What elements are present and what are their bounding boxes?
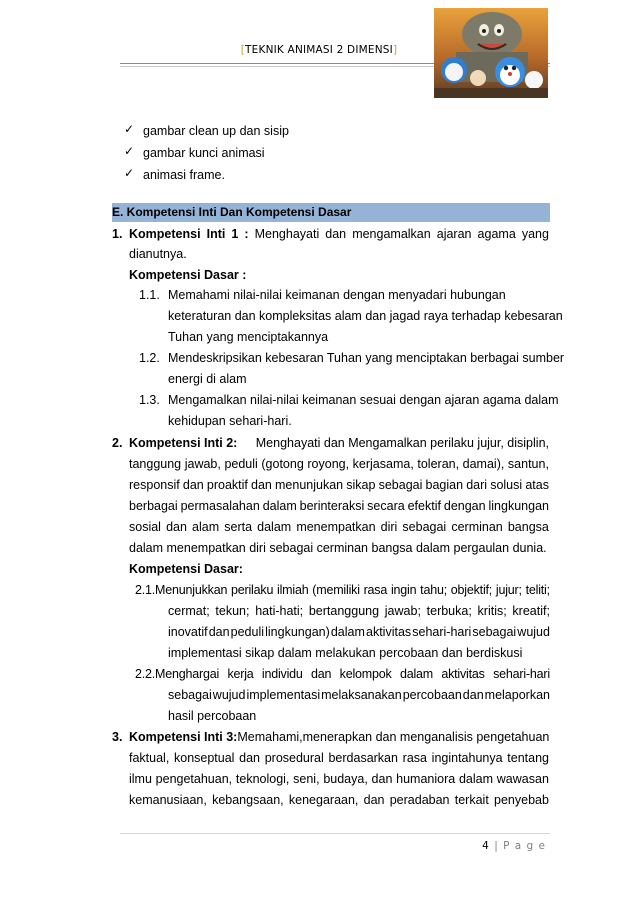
ki2-heading: Kompetensi Inti 2:: [129, 436, 238, 450]
ki1-word: mengamalkan: [352, 227, 431, 241]
kd-number: 1.2.: [139, 351, 160, 365]
ki2-number: 2.: [112, 436, 123, 450]
ki1-kd-label: Kompetensi Dasar :: [129, 268, 247, 282]
ki1-word: agama: [477, 227, 516, 241]
ki2-line: dalam menempatkan diri sebagai cerminan bangsa dalam pergaulan dunia.: [129, 541, 547, 555]
kd-line: implementasi sikap dalam melakukan percobaan dan berdiskusi: [168, 646, 523, 660]
check-icon: ✓: [124, 122, 135, 136]
check-icon: ✓: [124, 144, 135, 158]
ki2-kd-label: Kompetensi Dasar:: [129, 562, 243, 576]
ki2-line: sosial dan alam serta dalam menempatkan diri sebagai cerminan bangsa: [129, 520, 549, 534]
kd-line: cermat; tekun; hati-hati; bertanggung jawab; terbuka; kritis; kreatif;: [168, 604, 550, 618]
ki1-word: yang: [521, 227, 549, 241]
ki3-line1-text: Memahami,menerapkan dan menganalisis pengetahuan: [237, 730, 550, 744]
kd-line: Mengamalkan nilai-nilai keimanan sesuai dengan ajaran agama dalam: [168, 393, 559, 407]
ki2-line: berbagai permasalahan dalam berinteraksi secara efektif dengan lingkungan: [129, 499, 549, 513]
kd-line: energi di alam: [168, 372, 247, 386]
ki1-word: 1: [231, 227, 239, 241]
header-title: TEKNIK ANIMASI 2 DIMENSI: [245, 44, 393, 56]
ki3-line: kemanusiaan, kebangsaan, kenegaraan, dan peradaban terkait penyebab: [129, 793, 549, 807]
kd-line: 2.1.Menunjukkan perilaku ilmiah (memiliki rasa ingin tahu; objektif; jujur; teliti;: [135, 583, 550, 597]
kd-line: Tuhan yang menciptakannya: [168, 330, 329, 344]
check-icon: ✓: [124, 166, 135, 180]
kd-number: 1.1.: [139, 288, 160, 302]
ki3-number: 3.: [112, 730, 123, 744]
ki1-word: Inti: [206, 227, 226, 241]
ki1-word: dan: [325, 227, 347, 241]
page-number: 4: [482, 840, 490, 852]
ki3-line: ilmu pengetahuan, teknologi, seni, budaya, dan humaniora dalam wawasan: [129, 772, 549, 786]
page-separator: |: [494, 840, 499, 852]
kd-line: Memahami nilai-nilai keimanan dengan menyadari hubungan: [168, 288, 506, 302]
ki1-line1: [129, 225, 549, 243]
kd-line: hasil percobaan: [168, 709, 257, 723]
header-cartoon-image: [434, 8, 548, 98]
ki1-word: :: [244, 227, 249, 241]
ki3-line1: [129, 728, 549, 746]
kd-line: Mendeskripsikan kebesaran Tuhan yang menciptakan berbagai sumber: [168, 351, 565, 365]
page-footer: [440, 840, 546, 852]
ki1-line2: dianutnya.: [129, 247, 187, 261]
header-bracket-close: ]: [392, 44, 398, 56]
ki2-line: responsif dan proaktif dan menunjukan sikap sebagai bagian dari solusi atas: [129, 478, 549, 492]
ki1-number: 1.: [112, 227, 123, 241]
ki3-line: faktual, konseptual dan prosedural berdasarkan rasa ingintahunya tentang: [129, 751, 549, 765]
footer-rule: [120, 833, 550, 834]
ki2-line: tanggung jawab, peduli (gotong royong, kerjasama, toleran, damai), santun,: [129, 457, 549, 471]
ki2-line1: [129, 434, 549, 452]
header-bracket-open: [: [240, 44, 246, 56]
kd-line: sebagai wujud implementasi melaksanakan percobaan dan melaporkan: [168, 688, 550, 702]
checklist-item: gambar kunci animasi: [143, 146, 265, 160]
ki3-heading: Kompetensi Inti 3:: [129, 730, 238, 744]
section-e-heading: E. Kompetensi Inti Dan Kompetensi Dasar: [112, 203, 550, 222]
ki1-word: Kompetensi: [129, 227, 201, 241]
ki1-word: Menghayati: [254, 227, 320, 241]
kd-line: keteraturan dan kompleksitas alam dan jagad raya terhadap kebesaran: [168, 309, 563, 323]
checklist-item: gambar clean up dan sisip: [143, 124, 289, 138]
ki1-word: ajaran: [436, 227, 472, 241]
kd-number: 1.3.: [139, 393, 160, 407]
checklist-item: animasi frame.: [143, 168, 225, 182]
kd-line: 2.2.Menghargai kerja individu dan kelompok dalam aktivitas sehari-hari: [135, 667, 550, 681]
ki2-line1-text: Menghayati dan Mengamalkan perilaku jujur, disiplin,: [255, 436, 549, 450]
page-label: P a g e: [503, 840, 546, 852]
kd-line: kehidupan sehari-hari.: [168, 414, 292, 428]
kd-line: inovatif dan peduli lingkungan) dalam aktivitas sehari-hari sebagai wujud: [168, 625, 550, 639]
